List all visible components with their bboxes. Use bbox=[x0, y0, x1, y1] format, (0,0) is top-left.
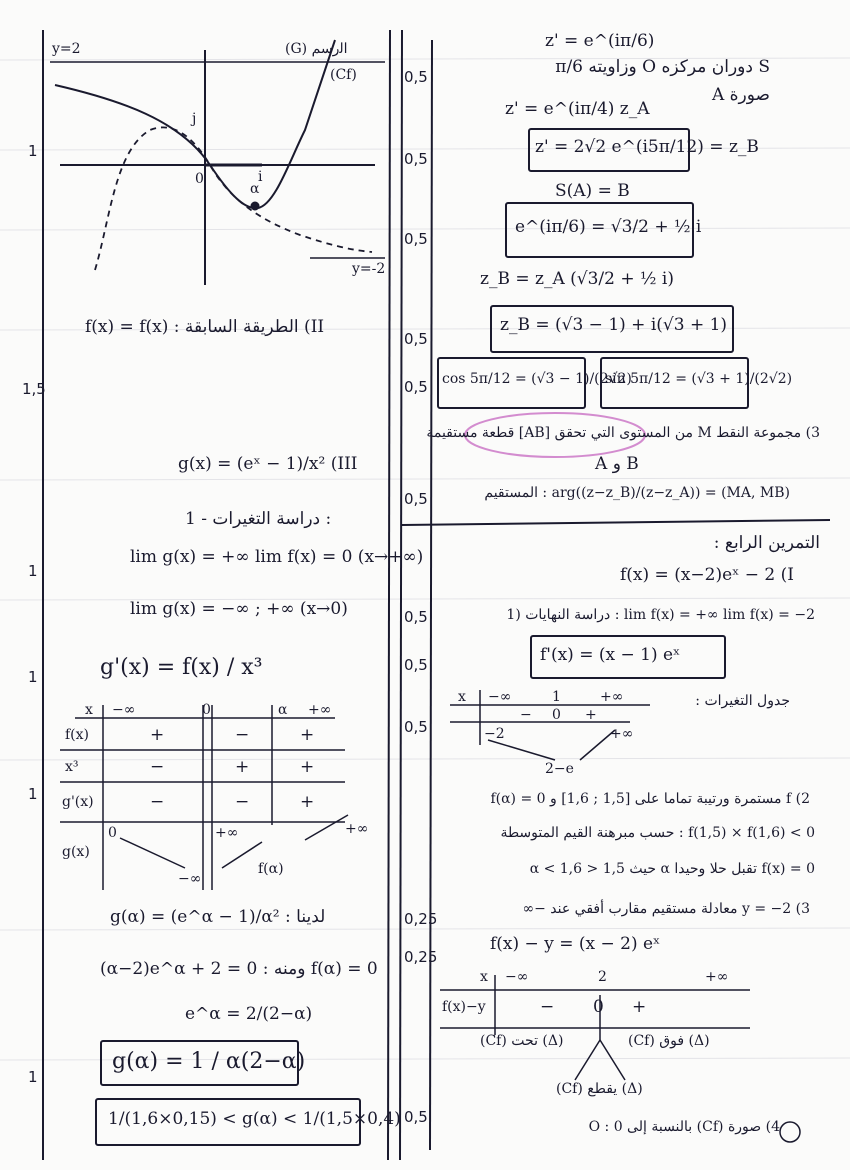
origin-label: 0 bbox=[195, 171, 204, 187]
exercise4-function: f(x) = (x−2)eˣ − 2 (I bbox=[620, 565, 794, 585]
var-f-value: +∞ bbox=[610, 726, 634, 742]
column-divider-1 bbox=[388, 30, 390, 1160]
exercise4-title: التمرين الرابع : bbox=[713, 533, 820, 553]
pos-header: +∞ bbox=[705, 969, 729, 985]
score: 0,5 bbox=[404, 330, 428, 348]
f-prime-boxed: f'(x) = (x − 1) eˣ bbox=[540, 645, 681, 665]
cell-sign: + bbox=[150, 725, 165, 745]
unique-root-line: f(x) = 0 تقبل حلا وحيدا α حيث 1,5 < α < 1,6 bbox=[529, 861, 815, 877]
score: 0,25 bbox=[404, 948, 438, 966]
image-of-a: صورة A bbox=[711, 85, 770, 105]
margin-mark: 1 bbox=[28, 668, 38, 686]
score: 0,5 bbox=[404, 230, 428, 248]
symmetry-line: 4) صورة (Cf) بالنسبة إلى O : 0 bbox=[588, 1119, 780, 1135]
var-f-value: 2−e bbox=[545, 761, 574, 777]
g-prime-formula: g'(x) = f(x) / x³ bbox=[100, 655, 263, 680]
margin-mark: 1 bbox=[28, 562, 38, 580]
score: 0,5 bbox=[404, 68, 428, 86]
question-circle bbox=[780, 1122, 800, 1142]
exercise4-separator bbox=[402, 520, 830, 525]
z-prime-line: z' = e^(iπ/4) z_A bbox=[505, 99, 650, 119]
graph-title: (G) اﻟرﺳﻢ bbox=[285, 41, 348, 57]
part-iii-line: g(x) = (eˣ − 1)/x² (III bbox=[178, 454, 358, 474]
limits-title: 1 - دراسة التغيرات : bbox=[185, 509, 332, 529]
g-alpha-boxed: g(α) = 1 / α(2−α) bbox=[112, 1049, 306, 1074]
ivt-line: f(1,5) × f(1,6) < 0 : حسب مبرهنة القيم المتوسطة bbox=[500, 825, 815, 841]
row-label-f: f(x) bbox=[65, 727, 90, 743]
table-header-zero: 0 bbox=[202, 702, 211, 718]
i-label: i bbox=[258, 169, 263, 185]
pos-header: −∞ bbox=[505, 969, 529, 985]
var-fprime-sign: 0 bbox=[552, 707, 561, 723]
margin-mark: 1 bbox=[28, 142, 38, 160]
right-score-line bbox=[430, 40, 432, 1150]
cell-sign: + bbox=[235, 757, 250, 777]
g-value: +∞ bbox=[345, 821, 369, 837]
g-value: 0 bbox=[108, 825, 117, 841]
table-header-x: x bbox=[85, 702, 93, 718]
g-value: −∞ bbox=[178, 871, 202, 887]
arg-line: arg((z−z_B)/(z−z_A)) = (MA, MB) : المستقيم bbox=[484, 485, 790, 501]
column-divider-2 bbox=[400, 30, 402, 1160]
zb-boxed: z' = 2√2 e^(i5π/12) = z_B bbox=[535, 137, 759, 157]
margin-mark: 1 bbox=[28, 785, 38, 803]
pos-above: (Cf) فوق (Δ) bbox=[628, 1033, 710, 1049]
cos-boxed: cos 5π/12 = (√3 − 1)/(2√2) bbox=[442, 371, 632, 387]
g-alpha-line: g(α) = (e^α − 1)/α² : لدينا bbox=[110, 907, 326, 927]
e-i-pi6-boxed: e^(iπ/6) = √3/2 + ½ i bbox=[515, 217, 702, 237]
score: 0,5 bbox=[404, 718, 428, 736]
pos-row-label: f(x)−y bbox=[442, 999, 486, 1015]
rotation-formula: z' = e^(iπ/6) bbox=[545, 31, 655, 51]
limit-line-1: lim g(x) = +∞ lim f(x) = 0 (x→+∞) bbox=[130, 547, 424, 567]
var-f-value: −2 bbox=[484, 726, 505, 742]
var-header: +∞ bbox=[600, 689, 624, 705]
position-table-lines bbox=[440, 975, 750, 1080]
score: 0,5 bbox=[404, 378, 428, 396]
score: 0,5 bbox=[404, 150, 428, 168]
table-header-alpha: α bbox=[278, 702, 288, 718]
var-fprime-sign: − bbox=[520, 707, 532, 723]
cell-sign: + bbox=[300, 725, 315, 745]
table-header-minus-inf: −∞ bbox=[112, 702, 136, 718]
j-label: j bbox=[192, 111, 197, 127]
curve-label: (Cf) bbox=[330, 67, 357, 83]
score: 0,25 bbox=[404, 910, 438, 928]
sin-boxed: sin 5π/12 = (√3 + 1)/(2√2) bbox=[605, 371, 793, 387]
var-fprime-sign: + bbox=[585, 707, 597, 723]
zb-algebraic-boxed: z_B = (√3 − 1) + i(√3 + 1) bbox=[500, 315, 728, 335]
var-header: −∞ bbox=[488, 689, 512, 705]
asymptote-label-top: y=2 bbox=[52, 41, 81, 57]
limit-line-2: lim g(x) = −∞ ; +∞ (x→0) bbox=[130, 599, 348, 619]
pos-below: (Cf) تحت (Δ) bbox=[480, 1033, 564, 1049]
score: 0,5 bbox=[404, 1108, 428, 1126]
inequality-line: 1/(1,6×0,15) < g(α) < 1/(1,5×0,4) bbox=[108, 1109, 401, 1129]
cell-sign: − bbox=[235, 725, 250, 745]
pos-intersect: (Cf) يقطع (Δ) bbox=[556, 1081, 643, 1097]
pos-header: 2 bbox=[598, 969, 607, 985]
margin-mark: 1,5 bbox=[22, 380, 46, 398]
part-ii-line: f(x) = f(x) : الطريقة السابقة (II bbox=[85, 317, 325, 337]
table-header-plus-inf: +∞ bbox=[308, 702, 332, 718]
alpha-label: α bbox=[250, 181, 260, 197]
f-alpha-zero-line: (α−2)e^α + 2 = 0 : ومنه f(α) = 0 bbox=[100, 959, 378, 979]
pos-sign: − bbox=[540, 997, 555, 1017]
margin-mark: 1 bbox=[28, 1068, 38, 1086]
zb-product-line: z_B = z_A (√3/2 + ½ i) bbox=[480, 269, 674, 289]
variation-table-title: جدول التغيرات : bbox=[695, 693, 790, 709]
pos-sign: + bbox=[632, 997, 647, 1017]
minimum-point bbox=[251, 202, 259, 210]
score: 0,5 bbox=[404, 490, 428, 508]
row-label-g: g(x) bbox=[62, 844, 90, 860]
row-label-gprime: g'(x) bbox=[62, 794, 94, 810]
asymptote-line: 3) y = −2 معادلة مستقيم مقارب أفقي عند −∞ bbox=[522, 901, 810, 917]
asymptote-label-bottom: y=-2 bbox=[352, 261, 386, 277]
exercise4-limits: lim f(x) = +∞ lim f(x) = −2 : دراسة النهايات (1 bbox=[506, 607, 815, 623]
e-alpha-line: e^α = 2/(2−α) bbox=[185, 1004, 313, 1024]
s-a-equals-b: S(A) = B bbox=[555, 181, 630, 201]
row-label-x3: x³ bbox=[65, 759, 79, 775]
locus-line: 3) مجموعة النقط M من المستوى التي تحقق [AB] قطعة مستقيمة bbox=[426, 425, 820, 441]
score: 0,5 bbox=[404, 608, 428, 626]
cell-sign: − bbox=[150, 757, 165, 777]
continuity-line: 2) f مستمرة ورتيبة تماما على [1,5 ; 1,6] و f(α) = 0 bbox=[490, 791, 810, 807]
pos-header-x: x bbox=[480, 969, 488, 985]
cell-sign: + bbox=[300, 757, 315, 777]
cell-sign: − bbox=[235, 792, 250, 812]
cell-sign: − bbox=[150, 792, 165, 812]
pos-sign: 0 bbox=[593, 997, 604, 1017]
var-header: 1 bbox=[552, 689, 561, 705]
var-header-x: x bbox=[458, 689, 466, 705]
g-value: f(α) bbox=[258, 861, 284, 877]
g-value: +∞ bbox=[215, 825, 239, 841]
a-and-b: A و B bbox=[595, 454, 639, 474]
rotation-description: S دوران مركزه O وزاويته π/6 bbox=[555, 57, 770, 77]
score: 0,5 bbox=[404, 656, 428, 674]
difference-line: f(x) − y = (x − 2) eˣ bbox=[490, 934, 661, 954]
cell-sign: + bbox=[300, 792, 315, 812]
